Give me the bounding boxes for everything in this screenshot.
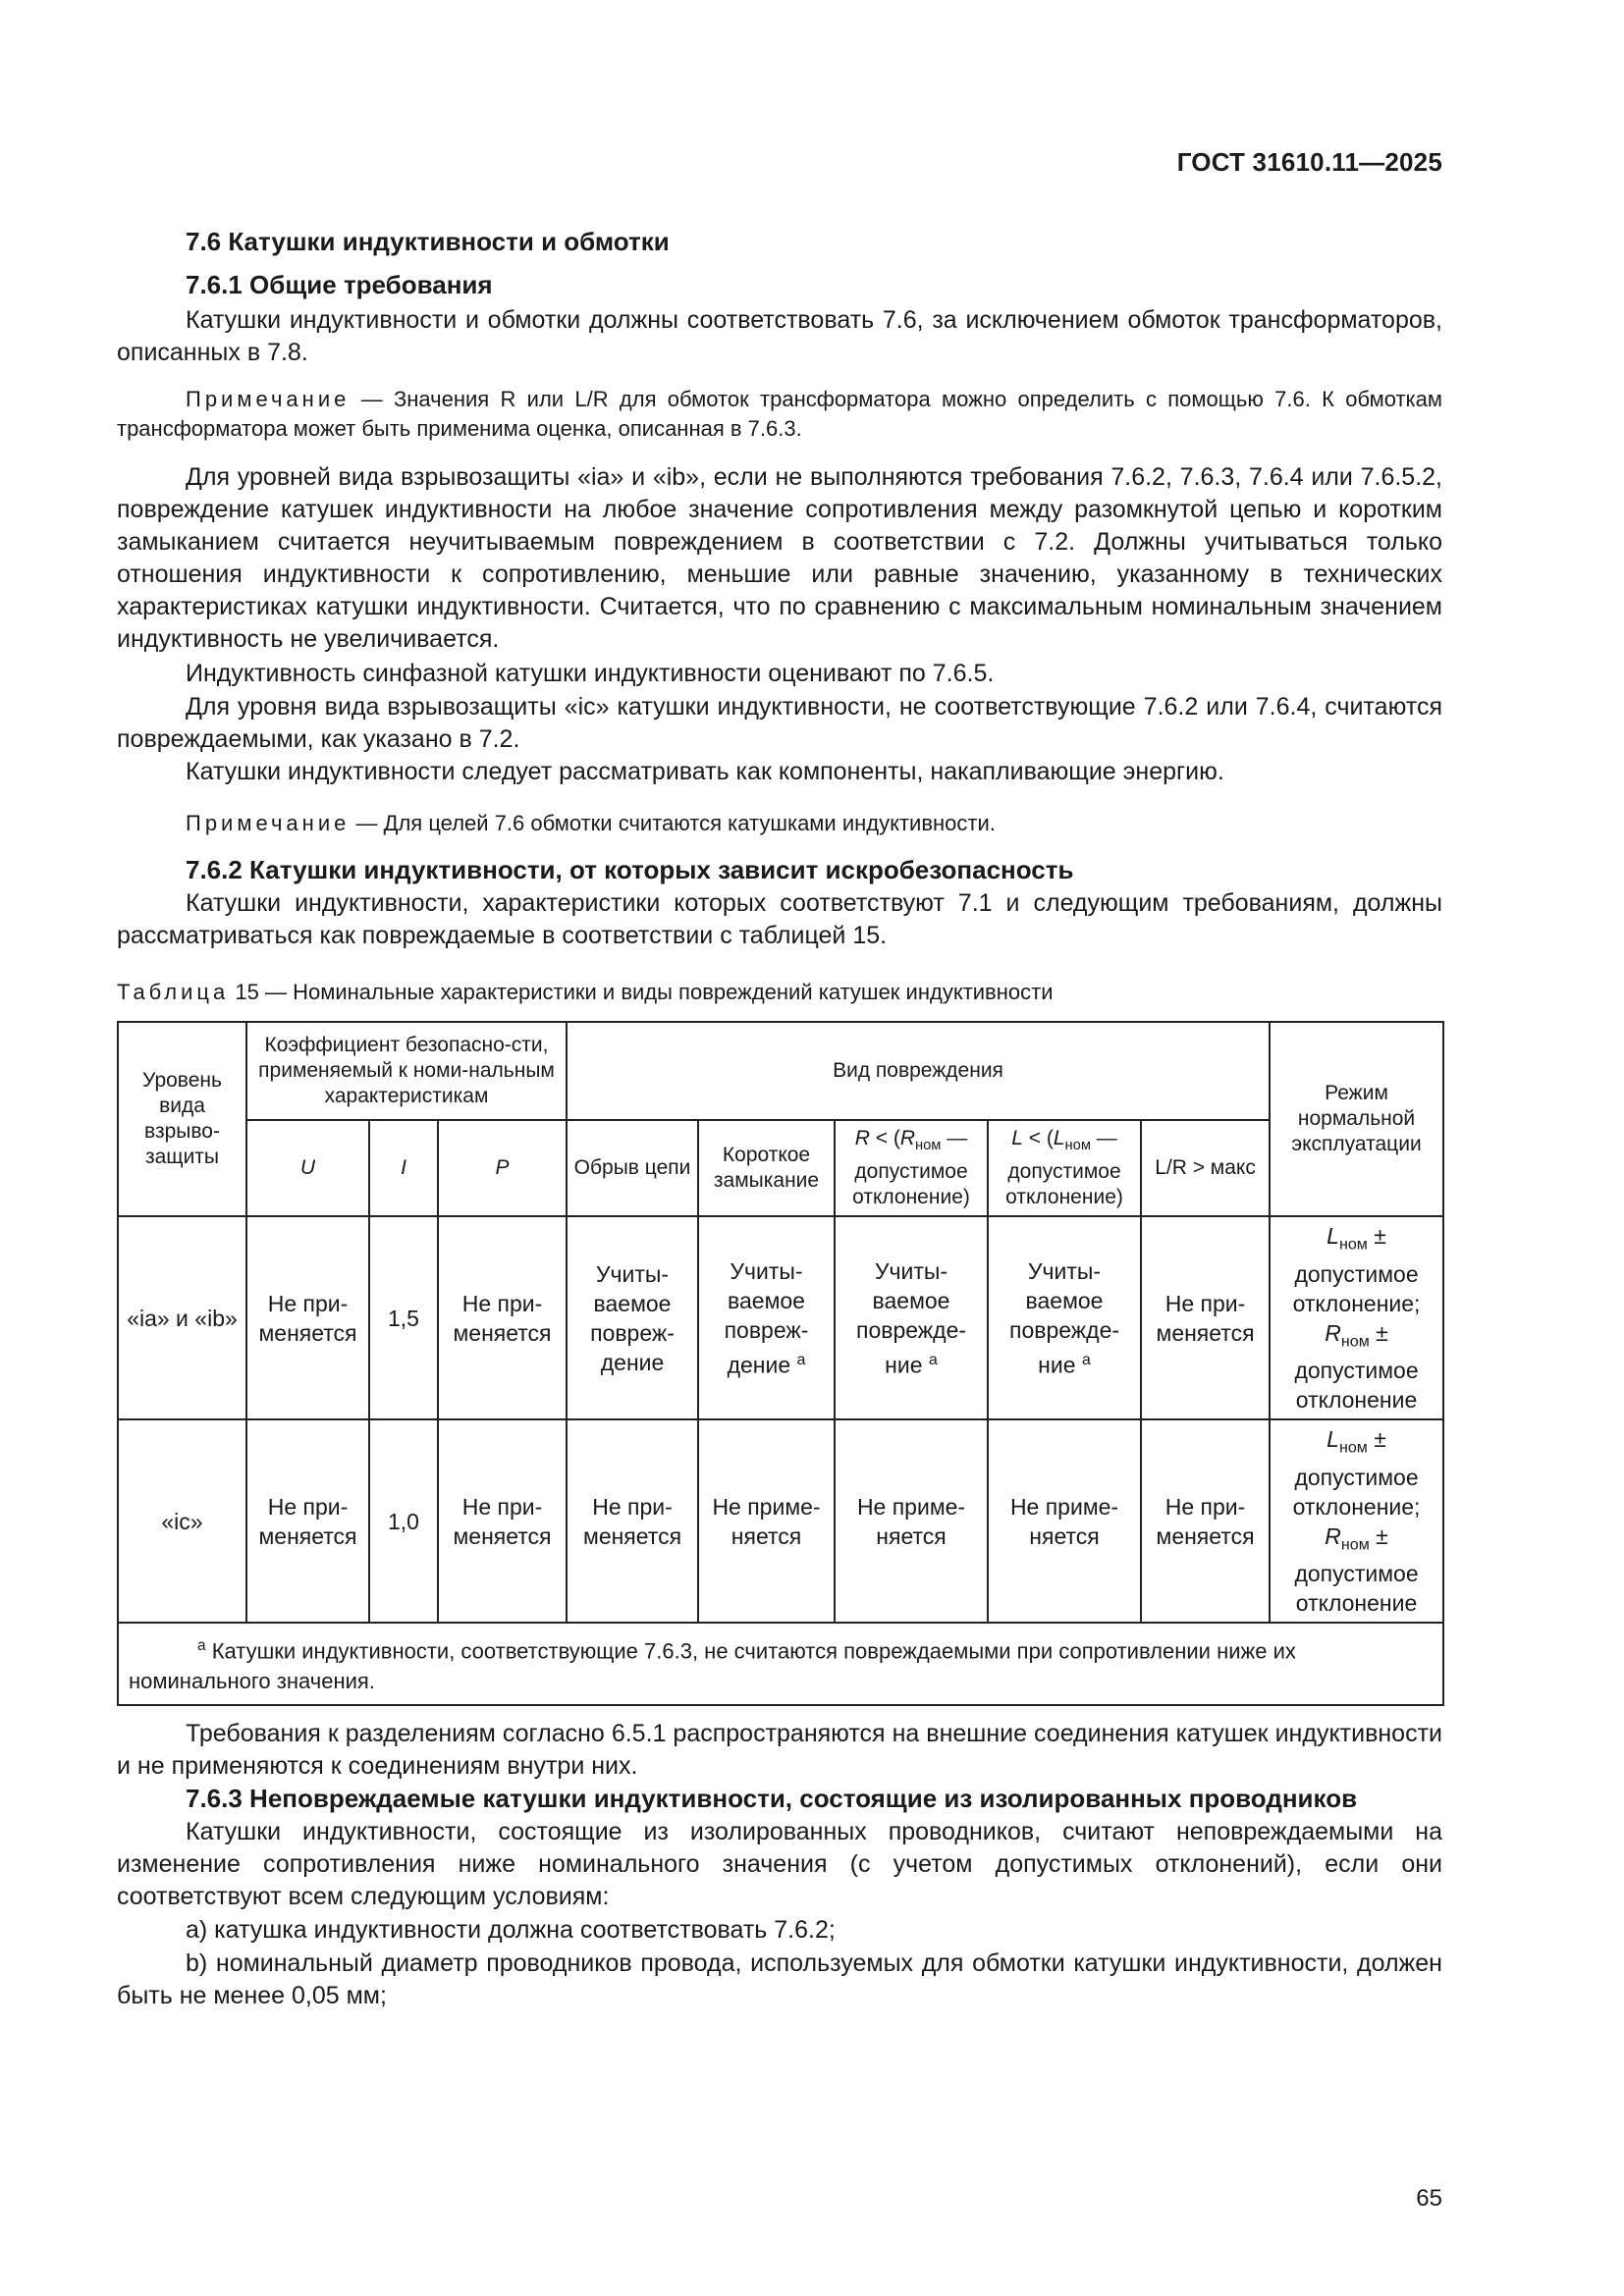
header-safety-factor: Коэффициент безопасно-сти, применяемый к номи-нальным характеристикам <box>246 1022 567 1120</box>
header-l-less: $L < (L_{ном}$ — допустимое отклонение) <box>988 1120 1141 1216</box>
cell-u: Не при-меняется <box>246 1419 369 1623</box>
table-15-caption <box>117 978 1442 1007</box>
cell-i: 1,5 <box>369 1216 438 1419</box>
cell-lr: Не при-меняется <box>1141 1216 1270 1419</box>
cell-u: Не при-меняется <box>246 1216 369 1419</box>
table-15 <box>117 1021 1444 1706</box>
cell-mode: $L_{ном}$ ± допустимое отклонение; $R_{ном}$ ± допустимое отклонение <box>1270 1419 1443 1623</box>
table-footnote: $^a$ Катушки индуктивности, соответствующие 7.6.3, не считаются повреждаемыми при сопротивлении ниже их номинального значения. <box>118 1623 1443 1704</box>
note-2-text: — Для целей 7.6 обмотки считаются катушками индуктивности. <box>350 811 996 835</box>
list-item-a: a) катушка индуктивности должна соответствовать 7.6.2; <box>186 1916 836 1944</box>
paragraph-common-mode: Индуктивность синфазной катушки индуктивности оценивают по 7.6.5. <box>186 660 995 687</box>
paragraph-energy-storing: Катушки индуктивности следует рассматривать как компоненты, накапливающие энергию. <box>186 758 1224 785</box>
section-7-6-1-title: 7.6.1 Общие требования <box>186 270 493 299</box>
table-15-caption-text: 15 — Номинальные характеристики и виды повреждений катушек индуктивности <box>229 980 1054 1004</box>
cell-l: Не приме-няется <box>988 1419 1141 1623</box>
table-15-caption-label: Таблица <box>117 980 230 1004</box>
table-15-wrapper <box>117 1021 1442 1706</box>
header-open-circuit: Обрыв цепи <box>567 1120 698 1216</box>
note-1-text: — Значения R или L/R для обмоток трансформатора можно определить с помощью 7.6. К обмоткам трансформатора может быть применима оценка, описанная в 7.6.3. <box>117 387 1442 441</box>
paragraph-separations: Требования к разделениям согласно 6.5.1 распространяются на внешние соединения катушек индуктивности и не применяются к соединениям внутри них. <box>117 1720 1442 1780</box>
header-i: I <box>369 1120 438 1216</box>
cell-r: Не приме-няется <box>835 1419 988 1623</box>
note-1-label: Примечание <box>186 387 351 411</box>
header-lr-max: L/R > макс <box>1141 1120 1270 1216</box>
cell-mode: $L_{ном}$ ± допустимое отклонение; $R_{ном}$ ± допустимое отклонение <box>1270 1216 1443 1419</box>
standard-code: ГОСТ 31610.11—2025 <box>1176 147 1442 177</box>
cell-short: Не приме-няется <box>698 1419 835 1623</box>
paragraph-7-6-1: Катушки индуктивности и обмотки должны соответствовать 7.6, за исключением обмоток трансформаторов, описанных в 7.8. <box>117 306 1442 366</box>
paragraph-levels-ia-ib: Для уровней вида взрывозащиты «ia» и «ib», если не выполняются требования 7.6.2, 7.6.3, 7.6.4 или 7.6.5.2, повреждение катушек индуктивности на любое значение сопротивления между разомкнутой цепью и коротким замыканием считается неучитываемым повреждением в соответствии с 7.2. Должны учитываться только отношения индуктивности к сопротивлению, меньшие или равные значению, указанному в технических характеристиках катушки индуктивности. Считается, что по сравнению с максимальным номинальным значением индуктивность не увеличивается. <box>117 463 1442 653</box>
header-level: Уровень вида взрыво-защиты <box>118 1022 246 1216</box>
cell-open: Учиты-ваемое повреж-дение <box>567 1216 698 1419</box>
cell-lr: Не при-меняется <box>1141 1419 1270 1623</box>
note-2 <box>117 809 1442 838</box>
note-2-label: Примечание <box>186 811 351 835</box>
paragraph-level-ic: Для уровня вида взрывозащиты «ic» катушки индуктивности, не соответствующие 7.6.2 или 7.6.4, считаются повреждаемыми, как указано в 7.2. <box>117 693 1442 753</box>
cell-level: «ia» и «ib» <box>118 1216 246 1419</box>
cell-p: Не при-меняется <box>438 1216 567 1419</box>
table-row <box>118 1419 1443 1623</box>
header-p: P <box>438 1120 567 1216</box>
header-u: U <box>246 1120 369 1216</box>
note-1 <box>117 385 1442 444</box>
header-normal-mode: Режим нормальной эксплуатации <box>1270 1022 1443 1216</box>
cell-level: «ic» <box>118 1419 246 1623</box>
section-7-6-title: 7.6 Катушки индуктивности и обмотки <box>186 227 670 256</box>
table-footnote-row <box>118 1623 1443 1704</box>
header-damage-type: Вид повреждения <box>567 1022 1270 1120</box>
paragraph-7-6-2: Катушки индуктивности, характеристики которых соответствуют 7.1 и следующим требованиям, должны рассматриваться как повреждаемые в соответствии с таблицей 15. <box>117 889 1442 949</box>
cell-p: Не при-меняется <box>438 1419 567 1623</box>
page-number: 65 <box>1416 2185 1442 2212</box>
cell-r: Учиты-ваемое поврежде-ние $^a$ <box>835 1216 988 1419</box>
list-item-b: b) номинальный диаметр проводников провода, используемых для обмотки катушки индуктивности, должен быть не менее 0,05 мм; <box>117 1949 1442 2009</box>
section-7-6-2-title: 7.6.2 Катушки индуктивности, от которых зависит искробезопасность <box>186 855 1074 884</box>
cell-open: Не при-меняется <box>567 1419 698 1623</box>
header-r-less: $R < (R_{ном}$ — допустимое отклонение) <box>835 1120 988 1216</box>
cell-i: 1,0 <box>369 1419 438 1623</box>
header-short-circuit: Короткое замыкание <box>698 1120 835 1216</box>
table-row <box>118 1216 1443 1419</box>
paragraph-7-6-3: Катушки индуктивности, состоящие из изолированных проводников, считают неповреждаемыми на изменение сопротивления ниже номинального значения (с учетом допустимых отклонений), если они соответствуют всем следующим условиям: <box>117 1818 1442 1910</box>
section-7-6-3-title: 7.6.3 Неповреждаемые катушки индуктивности, состоящие из изолированных проводников <box>186 1784 1358 1813</box>
cell-l: Учиты-ваемое поврежде-ние $^a$ <box>988 1216 1141 1419</box>
cell-short: Учиты-ваемое повреж-дение $^a$ <box>698 1216 835 1419</box>
